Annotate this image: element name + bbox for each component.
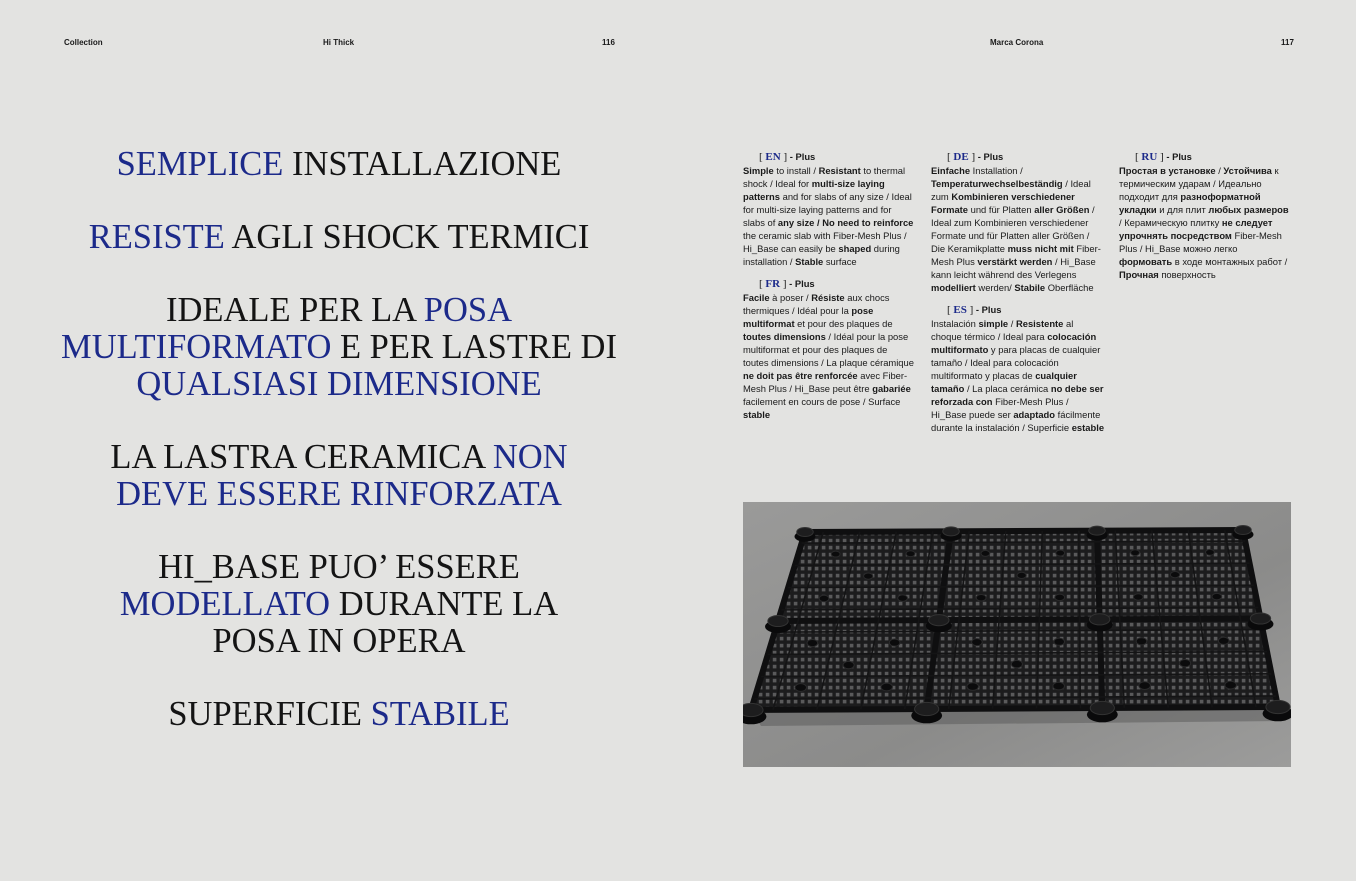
tile-hole (1136, 638, 1147, 645)
lang-suffix: - Plus (1163, 151, 1192, 162)
running-header-brand: Marca Corona (990, 38, 1044, 47)
lang-suffix: - Plus (786, 278, 815, 289)
body-text: Fiber-Mesh Plus / Hi_Base можно легко (1119, 230, 1282, 254)
claim-text: LA LASTRA CERAMICA (110, 438, 493, 476)
tile-frame-horizontal (751, 707, 1278, 710)
claim-3 (59, 292, 619, 403)
support-foot-top (915, 702, 939, 715)
body-text: facilement en cours de pose / Surface (743, 396, 901, 407)
emphasis-text: toutes dimensions (743, 331, 826, 342)
claim-highlight: STABILE (370, 695, 510, 733)
running-header-title: Hi Thick (323, 38, 355, 47)
tile-hole (906, 551, 915, 557)
tile-hole (1056, 550, 1065, 556)
body-text: / Idéal pour la pose multiformat et pour des plaques de toutes dimensions / La plaque céramique (743, 331, 914, 368)
body-text: / Керамическую плитку (1119, 217, 1222, 228)
body-text: Instalación (931, 318, 979, 329)
body-text: в ходе монтажных работ / (1172, 256, 1288, 267)
tile-hole (1055, 594, 1065, 601)
emphasis-text: Resistente (1015, 318, 1064, 329)
body-text: / Ideal zum (931, 178, 1091, 202)
lang-block-de (931, 150, 1105, 294)
emphasis-text: Прочная (1119, 269, 1159, 280)
emphasis-text: ne doit pas être renforcée (743, 370, 858, 381)
lang-block-es (931, 303, 1105, 434)
emphasis-text: no debe ser reforzada con (931, 383, 1104, 407)
claim-text: DURANTE LA POSA IN OPERA (212, 585, 559, 660)
bracket-open: [ (759, 151, 766, 163)
lang-heading (759, 150, 915, 164)
tile-hole (1212, 593, 1222, 600)
body-text: aux chocs thermiques / Idéal pour la (743, 292, 890, 316)
bracket-close: ] (968, 151, 976, 163)
tile-hole (1017, 572, 1026, 578)
support-foot-top (929, 615, 949, 626)
tile-hole (1218, 637, 1229, 644)
claim-1 (59, 146, 619, 183)
bracket-close: ] (780, 278, 787, 290)
emphasis-text: Stable (795, 256, 824, 267)
support-foot-top (743, 703, 763, 716)
emphasis-text: формовать (1119, 256, 1173, 267)
bracket-open: [ (947, 151, 954, 163)
emphasis-text: Résiste (811, 292, 845, 303)
body-text: et pour des plaques de (794, 318, 893, 329)
tile-hole (864, 573, 873, 579)
lang-code: ES (953, 304, 967, 316)
body-text: Oberfläche (1045, 282, 1094, 293)
body-text: y para placas de cualquier tamaño / Ideal para colocación multiformato y placas de (931, 344, 1101, 381)
claim-highlight: RESISTE (88, 218, 225, 256)
lang-suffix: - Plus (973, 304, 1002, 315)
bracket-open: [ (759, 278, 766, 290)
body-text: werden/ (975, 282, 1015, 293)
lang-heading (1135, 150, 1291, 164)
claim-text: E PER LASTRE DI (331, 328, 617, 366)
lang-body (1119, 164, 1291, 281)
tile-hole (1170, 572, 1179, 578)
lang-code: FR (765, 278, 781, 290)
claim-text: INSTALLAZIONE (283, 145, 562, 183)
lang-suffix: - Plus (787, 151, 816, 162)
body-text: / Hi_Base kann leicht während des Verlegens (931, 256, 1096, 280)
product-photo (743, 502, 1291, 767)
support-foot-top (1089, 614, 1109, 625)
emphasis-text: Einfache (931, 165, 971, 176)
text-column-3 (1119, 150, 1291, 290)
tile-hole (889, 639, 900, 646)
tile-hole (972, 639, 983, 646)
emphasis-text: Temperaturwechselbeständig (931, 178, 1063, 189)
body-text: avec Fiber-Mesh Plus / Hi_Base peut être (743, 370, 908, 394)
emphasis-text: Устойчива (1223, 165, 1272, 176)
body-text: Fiber-Mesh Plus (931, 243, 1101, 267)
lang-block-fr (743, 277, 915, 421)
tile-hole (967, 683, 979, 691)
emphasis-text: aller Größen (1034, 204, 1090, 215)
support-foot-top (1235, 526, 1252, 535)
support-foot-top (1250, 613, 1270, 624)
tile-hole (1133, 594, 1143, 601)
body-text: / La placa cerámica (964, 383, 1051, 394)
lang-body (743, 164, 915, 268)
lang-heading (947, 303, 1105, 317)
feature-claims (40, 146, 638, 769)
bracket-close: ] (966, 304, 974, 316)
emphasis-text: Kombinieren verschiedener Formate (931, 191, 1075, 215)
text-column-2 (931, 150, 1105, 443)
claim-highlight: NON DEVE ESSERE RINFORZATA (116, 438, 568, 513)
emphasis-text: stable (743, 409, 771, 420)
tile-hole (1011, 660, 1022, 667)
text-column-1 (743, 150, 915, 430)
tile-frame-horizontal (778, 619, 1261, 622)
tile-hole (843, 661, 854, 668)
lang-heading (759, 277, 915, 291)
page-number-left: 116 (602, 38, 615, 47)
body-text: and for slabs of any size / Ideal for multi-size laying patterns and for slabs of (743, 191, 912, 228)
lang-body (931, 164, 1105, 294)
tile-hole (1054, 638, 1065, 645)
tile-hole (831, 551, 840, 557)
claim-6 (59, 696, 619, 733)
emphasis-text: verstärkt werden (977, 256, 1053, 267)
body-text: surface (823, 256, 857, 267)
claim-text: SUPERFICIE (168, 695, 371, 733)
lang-body (743, 291, 915, 421)
body-text: / (1215, 165, 1224, 176)
emphasis-text: Simple (743, 165, 774, 176)
bracket-close: ] (1157, 151, 1164, 163)
lang-code: RU (1141, 151, 1158, 163)
emphasis-text: разноформатной укладки (1119, 191, 1261, 215)
support-foot-top (768, 615, 788, 626)
lang-suffix: - Plus (975, 151, 1004, 162)
claim-highlight: SEMPLICE (116, 145, 284, 183)
tile-hole (881, 683, 893, 691)
tile-hole (819, 595, 829, 602)
emphasis-text: shaped (838, 243, 872, 254)
body-text: to thermal shock / Ideal for (743, 165, 906, 189)
claim-highlight: QUALSIASI DIMENSIONE (136, 365, 542, 403)
emphasis-text: modelliert (931, 282, 976, 293)
lang-block-en (743, 150, 915, 268)
body-text: al choque térmico / Ideal para (931, 318, 1074, 342)
modular-grid-illustration (743, 502, 1291, 767)
emphasis-text: muss nicht mit (1007, 243, 1074, 254)
tile-hole (1180, 660, 1191, 667)
body-text: the ceramic slab with Fiber-Mesh Plus / Hi_Base can easily be (743, 230, 907, 254)
claim-highlight: MODELLATO (119, 585, 331, 623)
body-text: / (1008, 318, 1016, 329)
body-text: / Ideal zum Kombinieren verschiedener Formate und für Platten aller Größen / Die Keramikplatte (931, 204, 1095, 254)
tile-hole (898, 595, 908, 602)
body-text: fácilmente durante la instalación / Superficie (931, 409, 1101, 433)
tile-hole (1225, 681, 1237, 689)
claim-5 (104, 549, 574, 660)
body-text: и для плит (1156, 204, 1209, 215)
lang-code: EN (765, 151, 781, 163)
emphasis-text: estable (1071, 422, 1105, 433)
emphasis-text: Facile (743, 292, 770, 303)
lang-body (931, 317, 1105, 434)
body-text: to install / (773, 165, 819, 176)
body-text: Installation / (970, 165, 1023, 176)
support-foot-top (1089, 526, 1106, 535)
emphasis-text: не следует упрочнять посредством (1119, 217, 1273, 241)
emphasis-text: Stabile (1014, 282, 1046, 293)
support-foot-top (943, 527, 960, 536)
tile-frame-horizontal (805, 530, 1243, 532)
emphasis-text: colocación multiformato (931, 331, 1097, 355)
body-text: à poser / (769, 292, 812, 303)
support-foot-top (797, 528, 814, 537)
tile-hole (981, 550, 990, 556)
claim-highlight: POSA MULTIFORMATO (61, 291, 512, 366)
tile-hole (1206, 549, 1215, 555)
support-foot-top (1266, 700, 1290, 713)
emphasis-text: adaptado (1013, 409, 1056, 420)
support-foot-top (1090, 701, 1114, 714)
tile-hole (1053, 682, 1065, 690)
emphasis-text: Resistant (818, 165, 861, 176)
bracket-close: ] (780, 151, 788, 163)
page-number-right: 117 (1281, 38, 1294, 47)
body-text: und für Platten (968, 204, 1035, 215)
claim-text: AGLI SHOCK TERMICI (224, 218, 590, 256)
emphasis-text: gabariée (872, 383, 911, 394)
body-text: Fiber-Mesh Plus / Hi_Base puede ser (931, 396, 1069, 420)
claim-2 (59, 219, 619, 256)
emphasis-text: Простая в установке (1119, 165, 1216, 176)
tile-hole (1131, 550, 1140, 556)
tile-hole (807, 639, 818, 646)
body-text: поверхность (1158, 269, 1216, 280)
tile-hole (1139, 682, 1151, 690)
lang-heading (947, 150, 1105, 164)
emphasis-text: multi-size laying patterns (743, 178, 885, 202)
running-header-section: Collection (64, 38, 103, 47)
tile-hole (976, 595, 986, 602)
claim-text: IDEALE PER LA (166, 291, 424, 329)
emphasis-text: any size / No need to reinforce (777, 217, 914, 228)
emphasis-text: pose multiformat (743, 305, 874, 329)
body-text: during installation / (743, 243, 900, 267)
lang-block-ru (1119, 150, 1291, 281)
emphasis-text: cualquier tamaño (931, 370, 1077, 394)
lang-code: DE (953, 151, 969, 163)
emphasis-text: любых размеров (1208, 204, 1289, 215)
tile-hole (795, 684, 807, 692)
bracket-open: [ (947, 304, 954, 316)
emphasis-text: simple (978, 318, 1009, 329)
bracket-open: [ (1135, 151, 1142, 163)
claim-text: HI_BASE PUO’ ESSERE (158, 548, 520, 586)
claim-4 (104, 439, 574, 513)
body-text: к термическим ударам / Идеально подходит для (1119, 165, 1279, 202)
